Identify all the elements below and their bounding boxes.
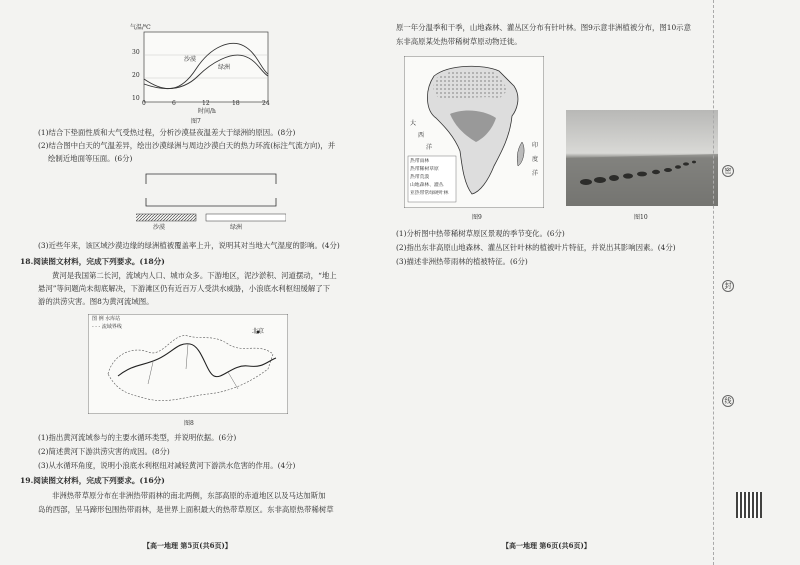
- q18-para-2: 悬河”等问题尚未彻底解决，下游滩区仍有近百万人受洪水威胁，小浪底水利枢纽缓解了下: [38, 284, 331, 293]
- q18-heading: 18.阅读图文材料，完成下列要求。(18分): [20, 257, 165, 266]
- fig7-series-oasis: 绿洲: [218, 64, 231, 71]
- seal-char-3: 线: [722, 395, 734, 407]
- fig8-city-beijing: 北京: [252, 328, 265, 335]
- circulation-drawing-area: [136, 170, 286, 230]
- fig7-ytick: 30: [132, 49, 140, 56]
- fig9-label-du: 度: [532, 156, 539, 163]
- page-5: [8, 0, 376, 565]
- qr-code: [736, 492, 762, 518]
- legend-desert: 热带荒漠: [410, 175, 430, 180]
- q18-para-3: 游的洪涝灾害。图8为黄河流域图。: [38, 297, 154, 306]
- seal-line: [713, 0, 714, 565]
- fig9-label-yang2: 洋: [532, 170, 539, 177]
- q18-2: (2)简述黄河下游洪涝灾害的成因。(8分): [38, 447, 170, 456]
- fig7-xtick: 12: [202, 100, 210, 107]
- fig7-xlabel: 时间/h: [198, 108, 216, 115]
- q19-para-2: 岛的西部，呈马蹄形包围热带雨林，是世界上面积最大的热带草原区。东非高原热带稀树草: [38, 505, 334, 514]
- page-5-footer: 【高一地理 第5页(共6页)】: [143, 541, 232, 550]
- q17-2-line1: (2)结合图中白天的气温差异，绘出沙漠绿洲与周边沙漠白天的热力环流(标注气流方向)，并: [38, 141, 336, 150]
- legend-savanna: 热带稀树草原: [410, 167, 439, 172]
- fig9-legend: [410, 158, 454, 198]
- fig9-label-xi: 西: [418, 132, 425, 139]
- p6-para-1: 原一年分温季和干季，山地森林、灌丛区分布有针叶林。图9示意非洲植被分布，图10示意: [396, 23, 691, 32]
- fig7-ytick: 10: [132, 95, 140, 102]
- q17-2-line2: 绘制近地面等压面。(6分): [48, 154, 133, 163]
- legend-mediterranean: 亚热带常绿硬叶林: [410, 191, 449, 196]
- p6-q2: (2)指出东非高原山地森林、灌丛区针叶林的植被叶片特征，并说出其影响因素。(4分): [396, 243, 676, 252]
- fig10-caption: 图10: [634, 214, 648, 221]
- fig7-xtick: 6: [172, 100, 176, 107]
- ground-oasis-label: 绿洲: [230, 224, 243, 231]
- q18-1: (1)指出黄河流域参与的主要水循环类型，并说明依据。(6分): [38, 433, 237, 442]
- legend-mountain-forest: 山地森林、灌丛: [410, 183, 444, 188]
- fig7-xtick: 18: [232, 100, 240, 107]
- fig7-xtick: 0: [142, 100, 146, 107]
- page-6-footer: 【高一地理 第6页(共6页)】: [502, 541, 591, 550]
- p6-q1: (1)分析图中热带稀树草原区景观的季节变化。(6分): [396, 229, 565, 238]
- figure-10-migration-photo: [566, 110, 718, 206]
- fig7-caption: 图7: [191, 118, 201, 125]
- fig9-label-da: 大: [410, 120, 417, 127]
- seal-char-1: 密: [722, 165, 734, 177]
- seal-char-2: 封: [722, 280, 734, 292]
- fig8-caption: 图8: [184, 420, 194, 427]
- fig9-label-yang: 洋: [426, 144, 433, 151]
- fig7-xtick: 24: [262, 100, 270, 107]
- ground-desert-label: 沙漠: [153, 224, 166, 231]
- p6-para-2: 东非高原某处热带稀树草原动物迁徙。: [396, 37, 522, 46]
- q18-3: (3)从水循环角度，说明小浪底水利枢纽对减轻黄河下游洪水危害的作用。(4分): [38, 461, 296, 470]
- page-6: [382, 0, 750, 565]
- fig7-ylabel: 气温/℃: [130, 24, 151, 31]
- p6-q3: (3)描述非洲热带雨林的植被特征。(6分): [396, 257, 528, 266]
- fig9-label-yin: 印: [532, 142, 539, 149]
- q17-1: (1)结合下垫面性质和大气受热过程，分析沙漠昼夜温差大于绿洲的原因。(8分): [38, 128, 296, 137]
- q19-para-1: 非洲热带草原分布在非洲热带雨林的南北两侧，东部高原的赤道地区以及马达加斯加: [52, 491, 326, 500]
- q19-heading: 19.阅读图文材料，完成下列要求。(16分): [20, 476, 165, 485]
- fig8-legend-line2: - - - 流域界线: [92, 324, 122, 330]
- fig9-caption: 图9: [472, 214, 482, 221]
- q18-para-1: 黄河是我国第二长河，流域内人口、城市众多。下游地区，泥沙淤积、河道摆动，“地上: [52, 271, 337, 280]
- fig8-legend-line1: 图 例 水库站: [92, 316, 121, 322]
- fig7-ytick: 20: [132, 72, 140, 79]
- q17-3: (3)近些年来，该区域沙漠边缘的绿洲植被覆盖率上升，说明其对当地大气湿度的影响。(4分): [38, 241, 340, 250]
- legend-rainforest: 热带雨林: [410, 159, 430, 164]
- fig7-series-desert: 沙漠: [184, 56, 197, 63]
